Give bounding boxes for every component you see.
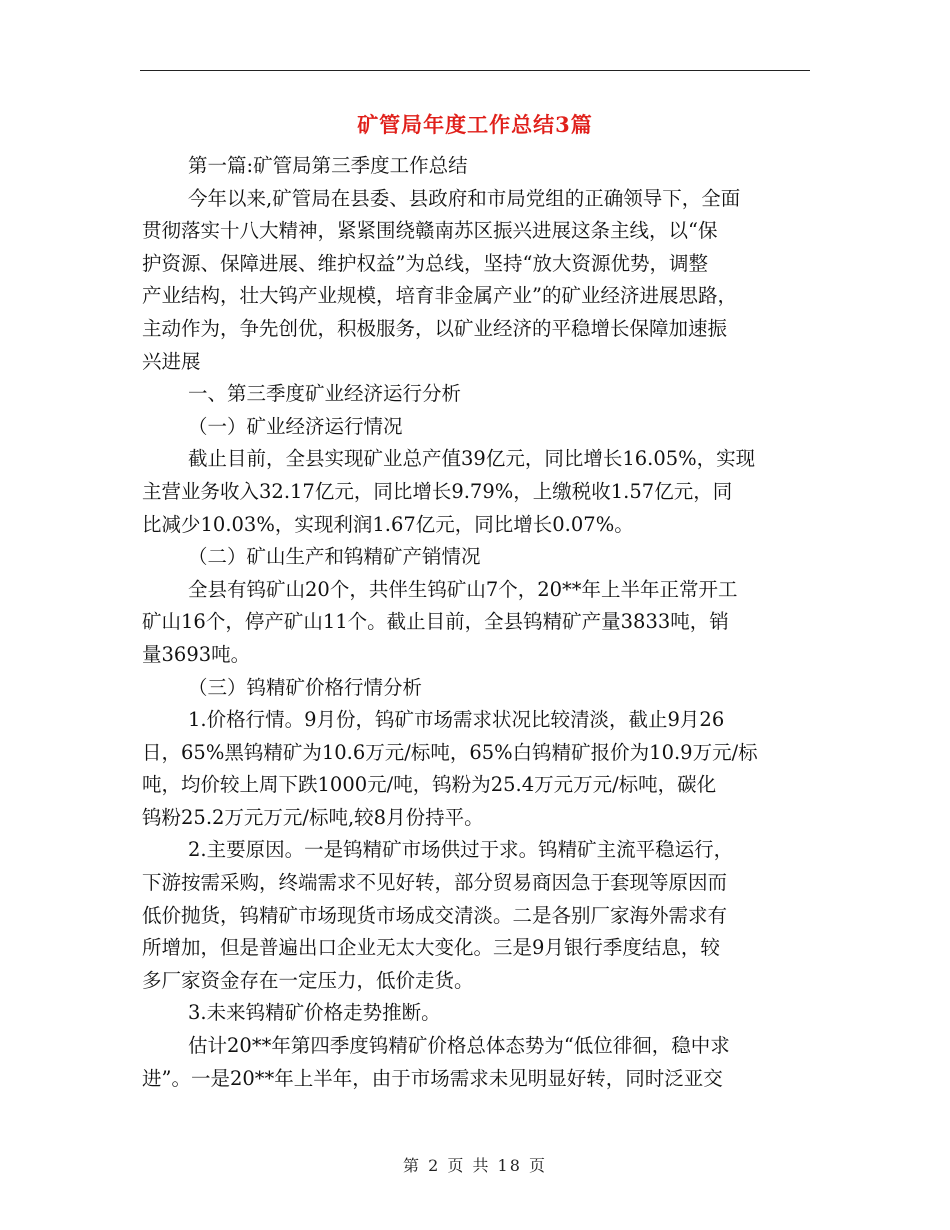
paragraph-line: （二）矿山生产和钨精矿产销情况 bbox=[188, 545, 481, 569]
paragraph-line: 一、第三季度矿业经济运行分析 bbox=[188, 382, 462, 406]
paragraph-line: 今年以来,矿管局在县委、县政府和市局党组的正确领导下，全面 bbox=[188, 186, 741, 210]
paragraph-line: （三）钨精矿价格行情分析 bbox=[188, 675, 423, 699]
paragraph-line: 量3693吨。 bbox=[142, 642, 251, 666]
paragraph-line: 主动作为，争先创优，积极服务，以矿业经济的平稳增长保障加速振 bbox=[142, 316, 728, 340]
page-footer: 第 2 页 共 18 页 bbox=[403, 1156, 547, 1175]
paragraph-line: 第一篇:矿管局第三季度工作总结 bbox=[188, 154, 468, 177]
document-body bbox=[142, 150, 810, 1095]
paragraph-line: 比减少10.03%，实现利润1.67亿元，同比增长0.07%。 bbox=[142, 512, 634, 536]
paragraph-line: 吨，均价较上周下跌1000元/吨，钨粉为25.4万元万元/标吨，碳化 bbox=[142, 773, 717, 797]
paragraph-line: 兴进展 bbox=[142, 349, 201, 373]
paragraph-line: 贯彻落实十八大精神，紧紧围绕赣南苏区振兴进展这条主线，以“保 bbox=[142, 219, 718, 243]
paragraph-line: 截止目前，全县实现矿业总产值39亿元，同比增长16.05%，实现 bbox=[188, 447, 756, 471]
paragraph-line: 3.未来钨精矿价格走势推断。 bbox=[188, 1001, 441, 1025]
paragraph-line: 矿山16个，停产矿山11个。截止目前，全县钨精矿产量3833吨，销 bbox=[142, 610, 729, 634]
document-title: 矿管局年度工作总结3篇 bbox=[357, 112, 593, 137]
paragraph-line: 日，65%黑钨精矿为10.6万元/标吨，65%白钨精矿报价为10.9万元/标 bbox=[142, 740, 758, 764]
paragraph-line: 所增加，但是普遍出口企业无太大变化。三是9月银行季度结息，较 bbox=[142, 936, 720, 960]
paragraph-line: 下游按需采购，终端需求不见好转，部分贸易商因急于套现等原因而 bbox=[142, 871, 728, 895]
paragraph-line: 全县有钨矿山20个，共伴生钨矿山7个，20**年上半年正常开工 bbox=[188, 577, 738, 601]
paragraph-line: 产业结构，壮大钨产业规模，培育非金属产业”的矿业经济进展思路， bbox=[142, 284, 737, 308]
paragraph-line: 估计20**年第四季度钨精矿价格总体态势为“低位徘徊，稳中求 bbox=[188, 1034, 730, 1058]
paragraph-line: 2.主要原因。一是钨精矿市场供过于求。钨精矿主流平稳运行， bbox=[188, 838, 734, 862]
paragraph-line: （一）矿业经济运行情况 bbox=[188, 414, 403, 438]
header-rule bbox=[140, 70, 810, 71]
paragraph-line: 进”。一是20**年上半年，由于市场需求未见明显好转，同时泛亚交 bbox=[142, 1066, 723, 1090]
paragraph-line: 1.价格行情。9月份，钨矿市场需求状况比较清淡，截止9月26 bbox=[188, 708, 725, 732]
paragraph-line: 主营业务收入32.17亿元，同比增长9.79%，上缴税收1.57亿元，同 bbox=[142, 479, 733, 503]
paragraph-line: 多厂家资金存在一定压力，低价走货。 bbox=[142, 968, 474, 992]
paragraph-line: 钨粉25.2万元万元/标吨,较8月份持平。 bbox=[142, 805, 484, 829]
paragraph-line: 护资源、保障进展、维护权益”为总线，坚持“放大资源优势，调整 bbox=[142, 251, 708, 275]
paragraph-line: 低价抛货，钨精矿市场现货市场成交清淡。二是各别厂家海外需求有 bbox=[142, 903, 728, 927]
